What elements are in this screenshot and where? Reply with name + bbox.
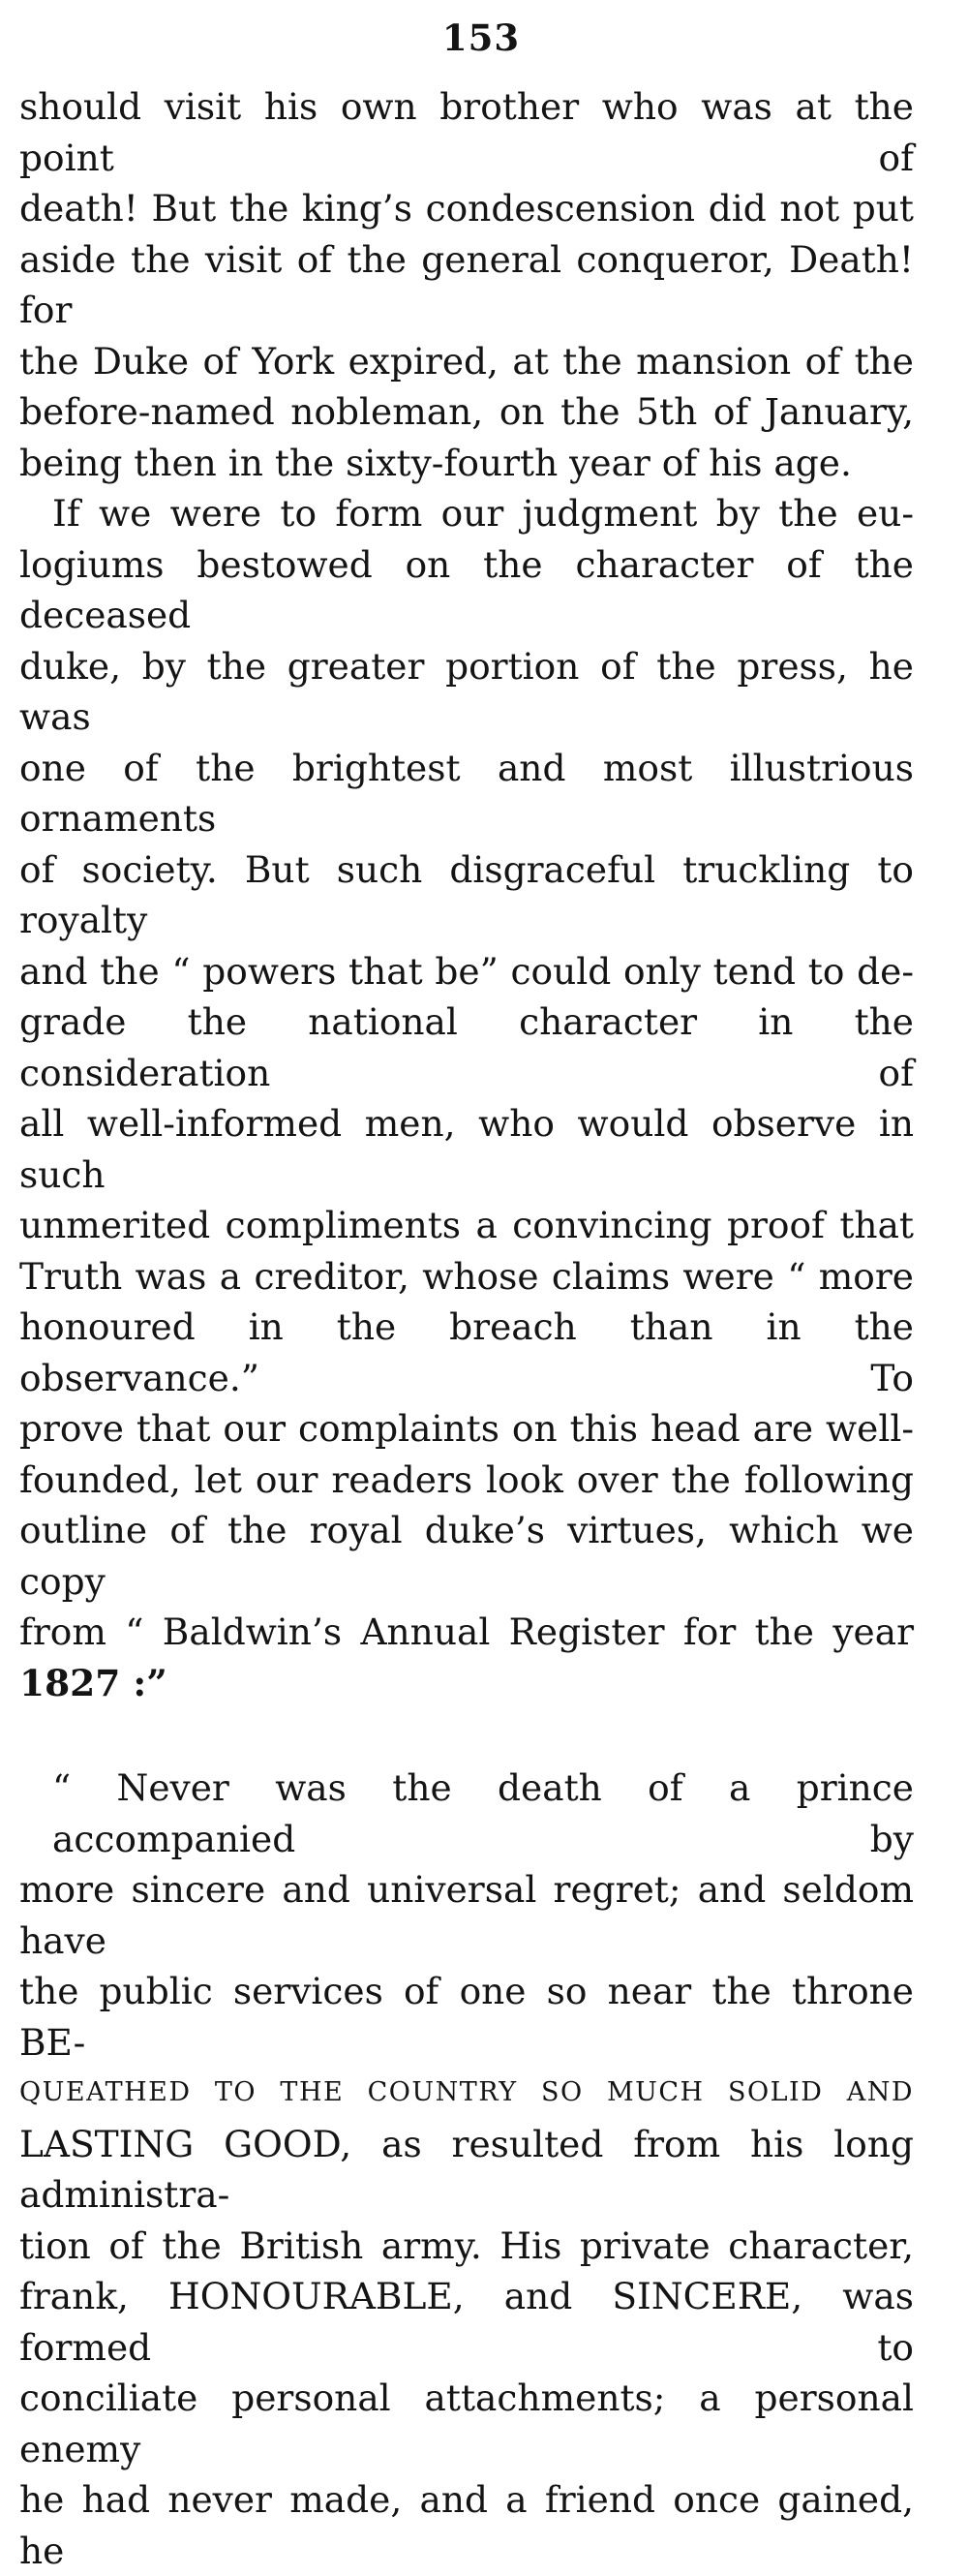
text-line: If we were to form our judgment by the eu-: [52, 492, 914, 535]
text-line: of society. But such disgraceful truckling to royalty: [19, 847, 914, 941]
text-line: aside the visit of the general conqueror, Death! for: [19, 237, 914, 331]
text-line: death! But the king’s condescension did not put: [19, 187, 914, 230]
text-line: conciliate personal attachments; a personal enemy: [19, 2377, 914, 2470]
text-line: Truth was a creditor, whose claims were “ more: [19, 1254, 914, 1298]
text-line: grade the national character in the consideration of: [19, 1000, 914, 1094]
text-line: and the “ powers that be” could only tend to de-: [19, 949, 914, 993]
text-line: unmerited compliments a convincing proof that: [19, 1204, 914, 1246]
text-line: tion of the British army. His private character,: [19, 2223, 914, 2267]
text-line: one of the brightest and most illustrious ornaments: [19, 746, 914, 840]
paragraph-death-of-duke: [19, 81, 914, 488]
quotation-annual-register: [19, 1763, 914, 2576]
text-line: LASTING GOOD, as resulted from his long administra-: [19, 2122, 914, 2216]
text-line: logiums bestowed on the character of the deceased: [19, 542, 914, 636]
paragraph-gap: [19, 1708, 914, 1763]
text-line: outline of the royal duke’s virtues, which we copy: [19, 1509, 914, 1603]
text-line: should visit his own brother who was at the point of: [19, 85, 914, 179]
page-number: 153: [441, 16, 521, 59]
text-line: founded, let our readers look over the following: [19, 1457, 914, 1501]
text-line: all well-informed men, who would observe in such: [19, 1102, 914, 1196]
text-line: the public services of one so near the throne BE-: [19, 1970, 914, 2064]
paragraph-eulogiums: [19, 488, 914, 1708]
text-line: prove that our complaints on this head are well-: [19, 1407, 914, 1450]
text-line: the Duke of York expired, at the mansion of the: [19, 339, 914, 383]
text-line: before-named nobleman, on the 5th of January,: [19, 390, 914, 433]
text-line: from “ Baldwin’s Annual Register for the year: [19, 1610, 914, 1653]
text-line: honoured in the breach than in the observance.” To: [19, 1305, 914, 1399]
text-line: frank, HONOURABLE, and SINCERE, was formed to: [19, 2275, 914, 2369]
text-line: “ Never was the death of a prince accompanied by: [52, 1766, 914, 1860]
text-line: more sincere and universal regret; and seldom have: [19, 1868, 914, 1962]
text-line: duke, by the greater portion of the press, he was: [19, 644, 914, 738]
text-line: being then in the sixty-fourth year of his age.: [19, 441, 852, 484]
text-line-small-caps: QUEATHED TO THE COUNTRY SO MUCH SOLID AND: [19, 2077, 914, 2107]
text-line: he had never made, and a friend once gained, he: [19, 2478, 914, 2572]
text-line: 1827 :”: [19, 1661, 167, 1704]
